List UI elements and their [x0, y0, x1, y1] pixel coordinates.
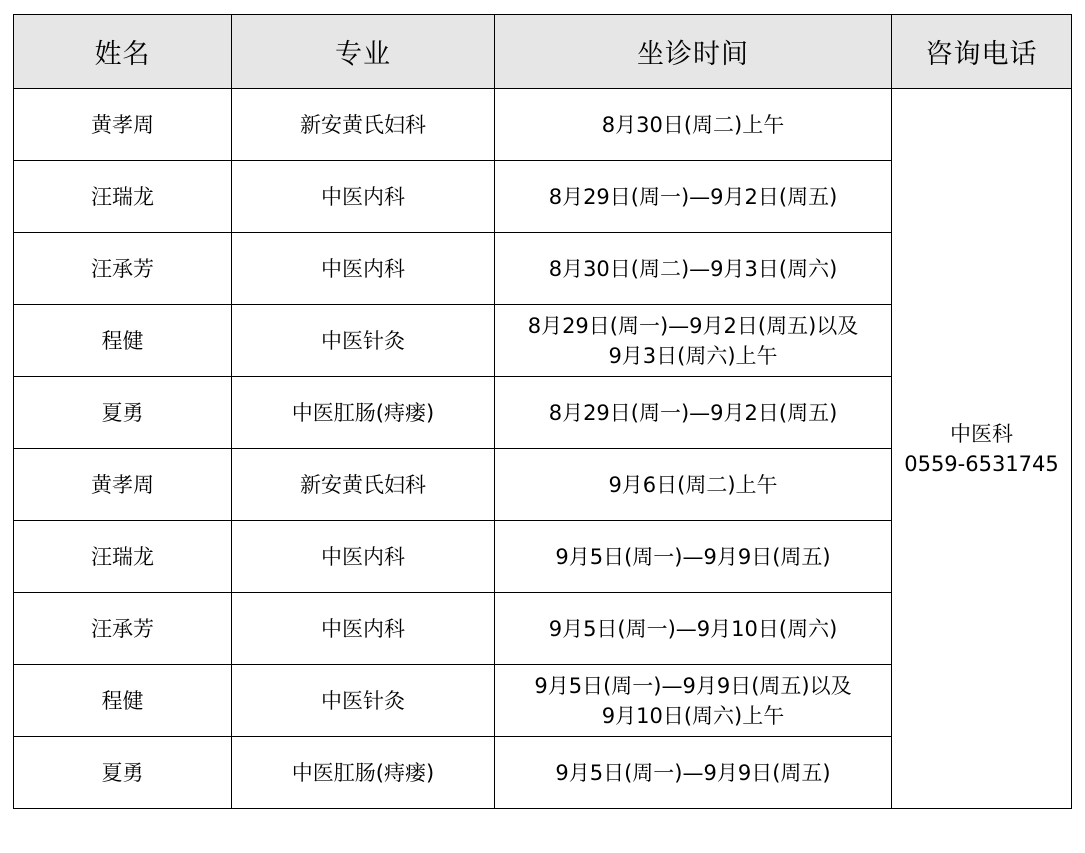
clinic-time-line: 9月6日(周二)上午 [608, 472, 778, 497]
clinic-time-line: 8月29日(周一)—9月2日(周五) [548, 184, 838, 209]
doctor-name-cell: 黄孝周 [14, 449, 232, 521]
clinic-time-line: 8月29日(周一)—9月2日(周五)以及 [527, 313, 859, 338]
clinic-time-line: 8月30日(周二)—9月3日(周六) [548, 256, 838, 281]
doctor-name-cell: 汪瑞龙 [14, 161, 232, 233]
specialty-cell: 新安黄氏妇科 [232, 89, 495, 161]
specialty-cell: 中医针灸 [232, 305, 495, 377]
clinic-time-line: 9月5日(周一)—9月9日(周五)以及 [534, 673, 852, 698]
doctor-name-cell: 夏勇 [14, 737, 232, 809]
clinic-time-cell [495, 89, 892, 161]
doctor-name-cell: 汪承芳 [14, 233, 232, 305]
clinic-time-cell [495, 449, 892, 521]
doctor-name-cell: 汪瑞龙 [14, 521, 232, 593]
specialty-cell: 中医内科 [232, 233, 495, 305]
specialty-cell: 新安黄氏妇科 [232, 449, 495, 521]
header-time: 坐诊时间 [495, 15, 892, 89]
clinic-time-line: 9月5日(周一)—9月9日(周五) [555, 760, 831, 785]
clinic-time-cell [495, 305, 892, 377]
contact-cell [892, 89, 1072, 809]
clinic-time-cell [495, 161, 892, 233]
header-row [14, 15, 1072, 89]
clinic-time-line: 8月30日(周二)上午 [601, 112, 785, 137]
schedule-table [13, 14, 1072, 809]
header-specialty: 专业 [232, 15, 495, 89]
clinic-time-line: 8月29日(周一)—9月2日(周五) [548, 400, 838, 425]
clinic-time-cell [495, 665, 892, 737]
specialty-cell: 中医内科 [232, 161, 495, 233]
clinic-time-cell [495, 377, 892, 449]
clinic-time-line: 9月10日(周六)上午 [601, 703, 785, 728]
contact-department: 中医科 [950, 421, 1013, 446]
table-row [14, 89, 1072, 161]
specialty-cell: 中医肛肠(痔瘘) [232, 737, 495, 809]
doctor-name-cell: 程健 [14, 665, 232, 737]
header-phone: 咨询电话 [892, 15, 1072, 89]
clinic-time-line: 9月5日(周一)—9月10日(周六) [548, 616, 838, 641]
clinic-time-line: 9月5日(周一)—9月9日(周五) [555, 544, 831, 569]
specialty-cell: 中医内科 [232, 593, 495, 665]
specialty-cell: 中医针灸 [232, 665, 495, 737]
contact-phone: 0559-6531745 [904, 451, 1059, 476]
header-name: 姓名 [14, 15, 232, 89]
specialty-cell: 中医肛肠(痔瘘) [232, 377, 495, 449]
schedule-body [14, 89, 1072, 809]
doctor-name-cell: 汪承芳 [14, 593, 232, 665]
clinic-time-cell [495, 737, 892, 809]
clinic-time-cell [495, 593, 892, 665]
doctor-name-cell: 程健 [14, 305, 232, 377]
doctor-name-cell: 黄孝周 [14, 89, 232, 161]
specialty-cell: 中医内科 [232, 521, 495, 593]
clinic-time-cell [495, 233, 892, 305]
clinic-time-line: 9月3日(周六)上午 [608, 343, 778, 368]
clinic-time-cell [495, 521, 892, 593]
doctor-name-cell: 夏勇 [14, 377, 232, 449]
